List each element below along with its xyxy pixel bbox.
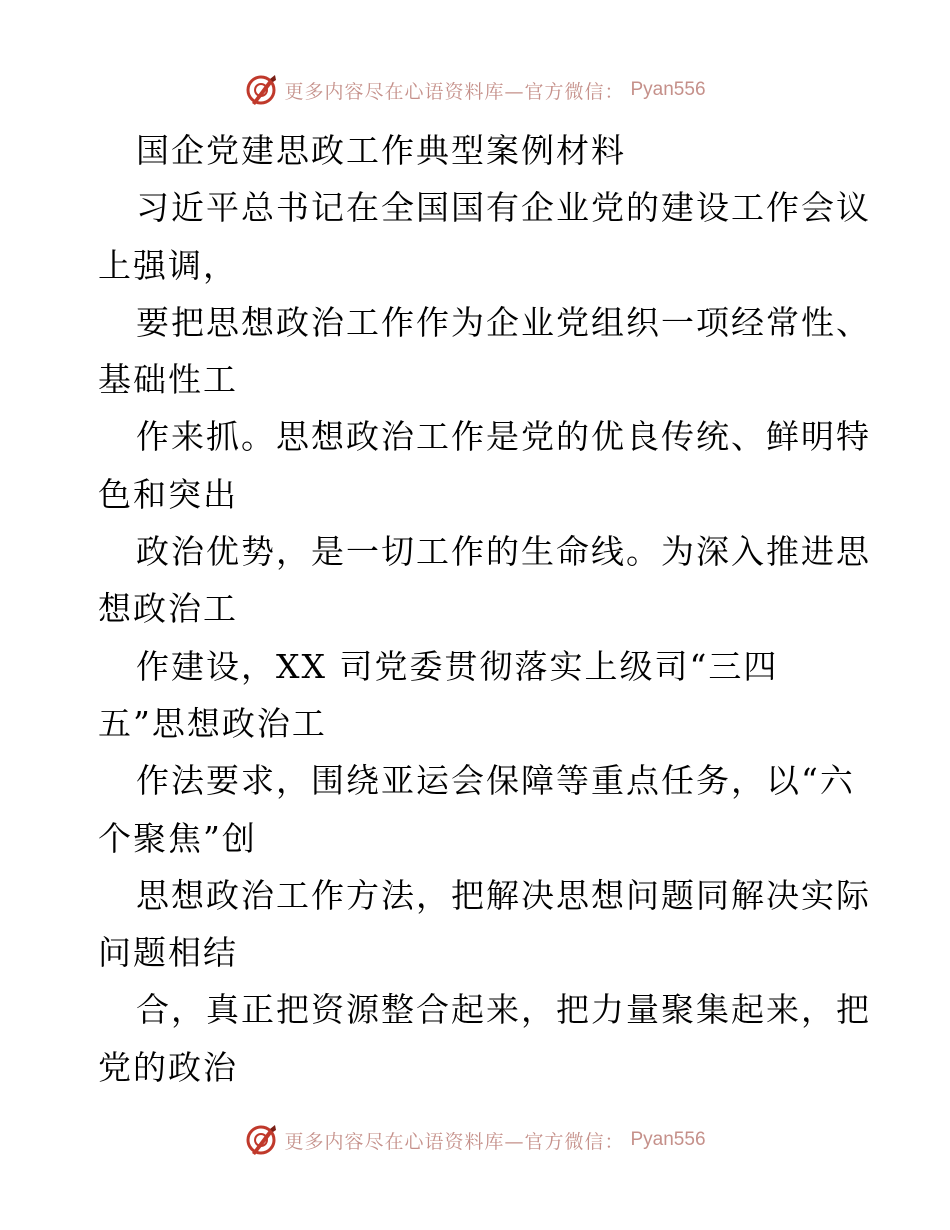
paragraph-line: 五”思想政治工	[98, 703, 327, 743]
header-banner-id: Pyan556	[630, 79, 706, 100]
paragraph-line: 上强调，	[98, 245, 238, 285]
paragraph-line: 作来抓。思想政治工作是党的优良传统、鲜明特	[136, 417, 871, 457]
paragraph-line: 政治优势，是一切工作的生命线。为深入推进思	[136, 532, 871, 572]
paragraph-line: 色和突出	[98, 474, 238, 514]
footer-banner	[0, 1120, 950, 1160]
document-title: 国企党建思政工作典型案例材料	[136, 131, 626, 170]
paragraph-line: 合，真正把资源整合起来，把力量聚集起来，把	[136, 990, 871, 1030]
paragraph-line: 作建设，XX 司党委贯彻落实上级司“三四	[136, 646, 779, 686]
paragraph-line: 想政治工	[98, 589, 238, 629]
paragraph-line: 作法要求，围绕亚运会保障等重点任务，以“六	[136, 761, 855, 801]
paragraph-line: 习近平总书记在全国国有企业党的建设工作会议	[136, 188, 871, 228]
pen-logo-icon	[244, 73, 278, 107]
paragraph-line: 思想政治工作方法，把解决思想问题同解决实际	[136, 875, 871, 915]
footer-banner-id: Pyan556	[630, 1129, 706, 1150]
paragraph-line: 个聚焦”创	[98, 818, 257, 858]
paragraph-line: 党的政治	[98, 1047, 238, 1087]
pen-logo-icon	[244, 1123, 278, 1157]
document-body	[98, 122, 871, 1096]
header-banner-text: 更多内容尽在心语资料库—官方微信：	[284, 80, 625, 103]
paragraph-line: 要把思想政治工作作为企业党组织一项经常性、	[136, 302, 871, 342]
header-banner	[0, 70, 950, 110]
footer-banner-text: 更多内容尽在心语资料库—官方微信：	[284, 1130, 625, 1153]
paragraph-line: 问题相结	[98, 933, 238, 973]
paragraph-line: 基础性工	[98, 360, 238, 400]
